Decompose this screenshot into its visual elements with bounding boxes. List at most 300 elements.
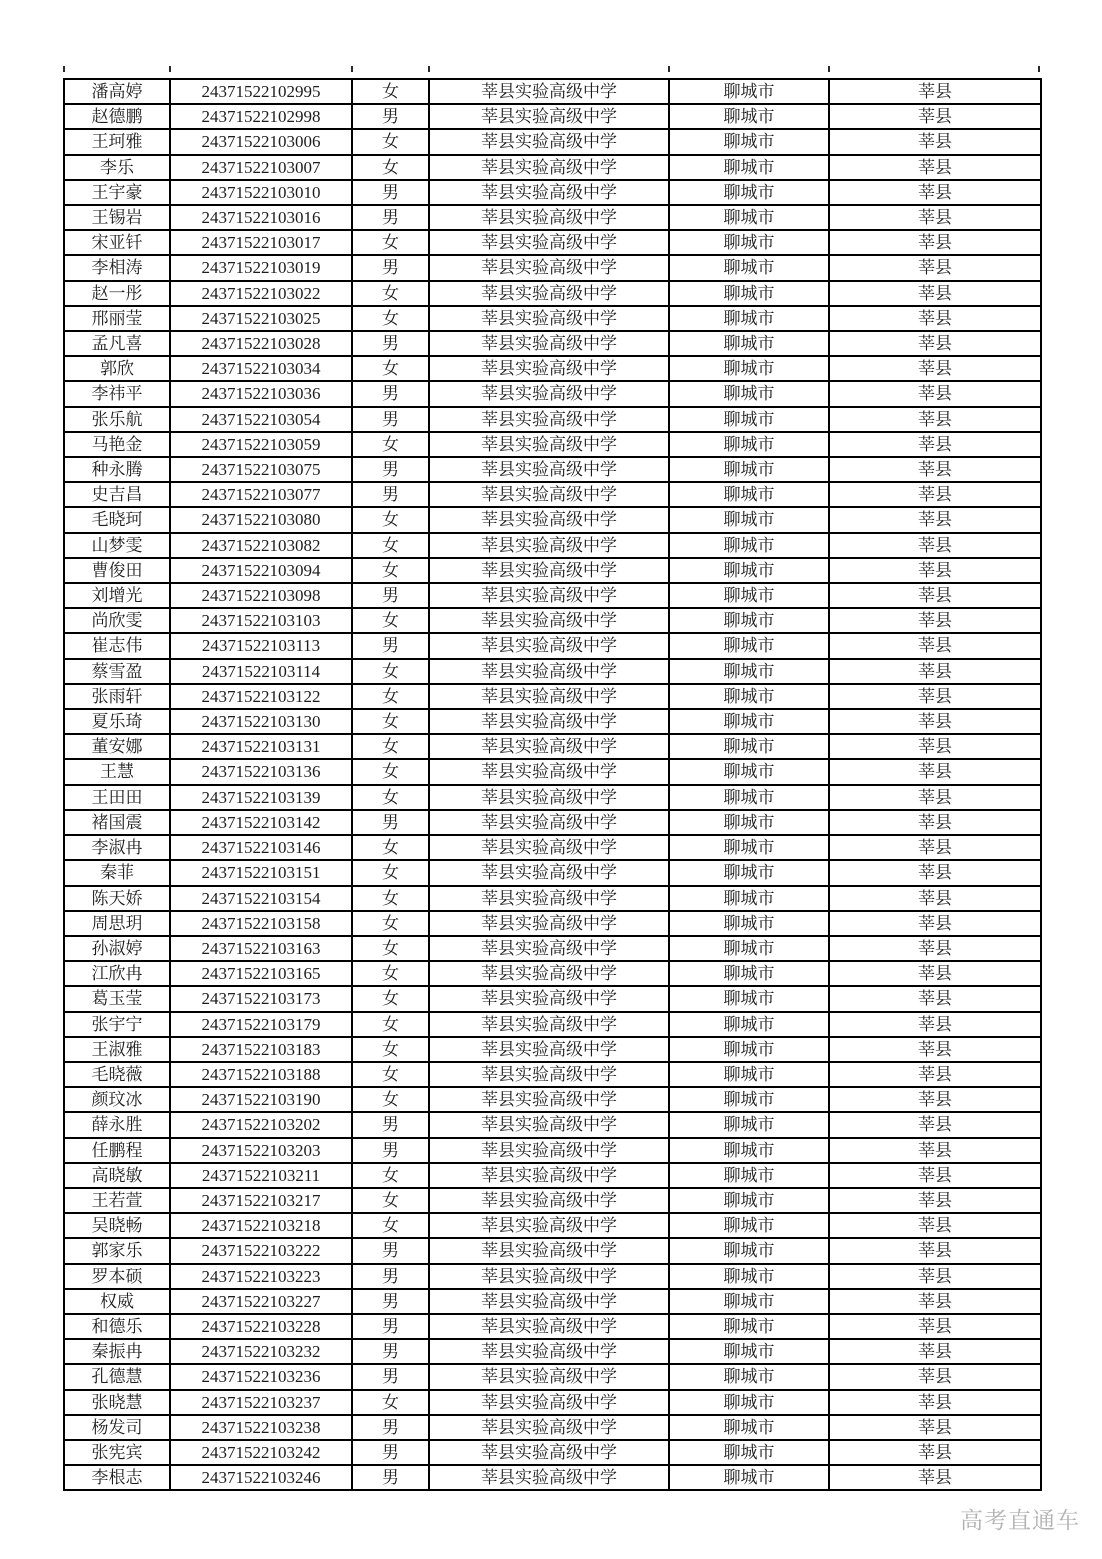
cell-id: 24371522103223 xyxy=(170,1264,352,1289)
cell-school: 莘县实验高级中学 xyxy=(429,684,669,709)
table-row xyxy=(64,533,1041,558)
table-row xyxy=(64,104,1041,129)
cell-school: 莘县实验高级中学 xyxy=(429,785,669,810)
table-row xyxy=(64,1037,1041,1062)
table-row xyxy=(64,1465,1041,1490)
cell-name: 刘增光 xyxy=(64,583,170,608)
cell-school: 莘县实验高级中学 xyxy=(429,1238,669,1263)
cell-gender: 男 xyxy=(352,810,429,835)
cell-gender: 女 xyxy=(352,1188,429,1213)
cell-name: 薛永胜 xyxy=(64,1112,170,1137)
table-row xyxy=(64,407,1041,432)
cell-name: 毛晓薇 xyxy=(64,1062,170,1087)
cell-school: 莘县实验高级中学 xyxy=(429,533,669,558)
cell-school: 莘县实验高级中学 xyxy=(429,1314,669,1339)
cell-school: 莘县实验高级中学 xyxy=(429,482,669,507)
column-border-tick xyxy=(351,66,353,72)
cell-gender: 女 xyxy=(352,356,429,381)
cell-name: 杨发司 xyxy=(64,1415,170,1440)
cell-gender: 女 xyxy=(352,835,429,860)
cell-name: 孙淑婷 xyxy=(64,936,170,961)
cell-gender: 女 xyxy=(352,886,429,911)
table-row xyxy=(64,911,1041,936)
cell-county: 莘县 xyxy=(829,1465,1041,1490)
cell-id: 24371522103218 xyxy=(170,1213,352,1238)
cell-gender: 女 xyxy=(352,533,429,558)
cell-id: 24371522103098 xyxy=(170,583,352,608)
cell-county: 莘县 xyxy=(829,1289,1041,1314)
cell-city: 聊城市 xyxy=(669,1213,829,1238)
cell-id: 24371522103236 xyxy=(170,1364,352,1389)
table-row xyxy=(64,1238,1041,1263)
cell-name: 毛晓珂 xyxy=(64,507,170,532)
cell-school: 莘县实验高级中学 xyxy=(429,1440,669,1465)
cell-name: 张雨轩 xyxy=(64,684,170,709)
cell-gender: 男 xyxy=(352,180,429,205)
cell-city: 聊城市 xyxy=(669,155,829,180)
cell-county: 莘县 xyxy=(829,785,1041,810)
cell-county: 莘县 xyxy=(829,1238,1041,1263)
cell-gender: 女 xyxy=(352,785,429,810)
cell-school: 莘县实验高级中学 xyxy=(429,230,669,255)
cell-school: 莘县实验高级中学 xyxy=(429,633,669,658)
cell-county: 莘县 xyxy=(829,331,1041,356)
cell-gender: 男 xyxy=(352,1264,429,1289)
cell-county: 莘县 xyxy=(829,986,1041,1011)
table-row xyxy=(64,507,1041,532)
cell-name: 尚欣雯 xyxy=(64,608,170,633)
cell-school: 莘县实验高级中学 xyxy=(429,659,669,684)
table-row xyxy=(64,810,1041,835)
cell-county: 莘县 xyxy=(829,835,1041,860)
cell-school: 莘县实验高级中学 xyxy=(429,104,669,129)
cell-id: 24371522103034 xyxy=(170,356,352,381)
cell-gender: 女 xyxy=(352,507,429,532)
table-row xyxy=(64,936,1041,961)
cell-city: 聊城市 xyxy=(669,911,829,936)
cell-county: 莘县 xyxy=(829,1314,1041,1339)
cell-id: 24371522103025 xyxy=(170,306,352,331)
cell-city: 聊城市 xyxy=(669,1087,829,1112)
cell-gender: 女 xyxy=(352,709,429,734)
cell-city: 聊城市 xyxy=(669,936,829,961)
table-row xyxy=(64,558,1041,583)
cell-gender: 女 xyxy=(352,1012,429,1037)
cell-county: 莘县 xyxy=(829,1264,1041,1289)
cell-school: 莘县实验高级中学 xyxy=(429,205,669,230)
cell-city: 聊城市 xyxy=(669,785,829,810)
cell-gender: 女 xyxy=(352,281,429,306)
cell-city: 聊城市 xyxy=(669,205,829,230)
cell-county: 莘县 xyxy=(829,129,1041,154)
cell-county: 莘县 xyxy=(829,432,1041,457)
cell-gender: 女 xyxy=(352,911,429,936)
cell-gender: 女 xyxy=(352,1062,429,1087)
cell-name: 高晓敏 xyxy=(64,1163,170,1188)
cell-city: 聊城市 xyxy=(669,1465,829,1490)
student-table-body xyxy=(64,79,1041,1490)
cell-name: 马艳金 xyxy=(64,432,170,457)
cell-gender: 男 xyxy=(352,331,429,356)
cell-city: 聊城市 xyxy=(669,432,829,457)
cell-city: 聊城市 xyxy=(669,356,829,381)
cell-name: 王珂雅 xyxy=(64,129,170,154)
cell-city: 聊城市 xyxy=(669,306,829,331)
cell-city: 聊城市 xyxy=(669,659,829,684)
cell-county: 莘县 xyxy=(829,533,1041,558)
cell-name: 江欣冉 xyxy=(64,961,170,986)
cell-school: 莘县实验高级中学 xyxy=(429,1213,669,1238)
table-row xyxy=(64,633,1041,658)
cell-school: 莘县实验高级中学 xyxy=(429,759,669,784)
cell-school: 莘县实验高级中学 xyxy=(429,457,669,482)
cell-county: 莘县 xyxy=(829,79,1041,104)
cell-city: 聊城市 xyxy=(669,1440,829,1465)
table-row xyxy=(64,1163,1041,1188)
cell-name: 郭家乐 xyxy=(64,1238,170,1263)
cell-county: 莘县 xyxy=(829,1062,1041,1087)
cell-city: 聊城市 xyxy=(669,533,829,558)
table-row xyxy=(64,1112,1041,1137)
cell-school: 莘县实验高级中学 xyxy=(429,1364,669,1389)
cell-id: 24371522103136 xyxy=(170,759,352,784)
cell-school: 莘县实验高级中学 xyxy=(429,986,669,1011)
cell-county: 莘县 xyxy=(829,1163,1041,1188)
cell-school: 莘县实验高级中学 xyxy=(429,1087,669,1112)
cell-school: 莘县实验高级中学 xyxy=(429,860,669,885)
table-row xyxy=(64,306,1041,331)
table-row xyxy=(64,230,1041,255)
cell-city: 聊城市 xyxy=(669,507,829,532)
table-row xyxy=(64,205,1041,230)
cell-gender: 女 xyxy=(352,986,429,1011)
table-row xyxy=(64,129,1041,154)
cell-school: 莘县实验高级中学 xyxy=(429,356,669,381)
cell-id: 24371522103246 xyxy=(170,1465,352,1490)
cell-name: 赵德鹏 xyxy=(64,104,170,129)
cell-gender: 女 xyxy=(352,1087,429,1112)
cell-city: 聊城市 xyxy=(669,331,829,356)
cell-city: 聊城市 xyxy=(669,583,829,608)
cell-id: 24371522103103 xyxy=(170,608,352,633)
cell-county: 莘县 xyxy=(829,911,1041,936)
cell-name: 陈天娇 xyxy=(64,886,170,911)
cell-county: 莘县 xyxy=(829,482,1041,507)
table-row xyxy=(64,1087,1041,1112)
cell-id: 24371522103242 xyxy=(170,1440,352,1465)
cell-gender: 女 xyxy=(352,608,429,633)
cell-county: 莘县 xyxy=(829,759,1041,784)
cell-school: 莘县实验高级中学 xyxy=(429,407,669,432)
cell-city: 聊城市 xyxy=(669,281,829,306)
cell-gender: 女 xyxy=(352,684,429,709)
cell-city: 聊城市 xyxy=(669,1012,829,1037)
cell-gender: 男 xyxy=(352,1138,429,1163)
cell-id: 24371522103080 xyxy=(170,507,352,532)
cell-id: 24371522103158 xyxy=(170,911,352,936)
table-row xyxy=(64,659,1041,684)
cell-county: 莘县 xyxy=(829,255,1041,280)
cell-school: 莘县实验高级中学 xyxy=(429,1339,669,1364)
table-row xyxy=(64,583,1041,608)
cell-city: 聊城市 xyxy=(669,482,829,507)
cell-city: 聊城市 xyxy=(669,1163,829,1188)
table-row xyxy=(64,759,1041,784)
cell-id: 24371522102998 xyxy=(170,104,352,129)
cell-gender: 男 xyxy=(352,407,429,432)
cell-county: 莘县 xyxy=(829,1339,1041,1364)
cell-name: 张宪宾 xyxy=(64,1440,170,1465)
cell-name: 王若萱 xyxy=(64,1188,170,1213)
cell-school: 莘县实验高级中学 xyxy=(429,1138,669,1163)
cell-id: 24371522103238 xyxy=(170,1415,352,1440)
cell-gender: 女 xyxy=(352,659,429,684)
cell-school: 莘县实验高级中学 xyxy=(429,79,669,104)
cell-city: 聊城市 xyxy=(669,1314,829,1339)
cell-school: 莘县实验高级中学 xyxy=(429,558,669,583)
cell-school: 莘县实验高级中学 xyxy=(429,1415,669,1440)
cell-school: 莘县实验高级中学 xyxy=(429,1163,669,1188)
cell-city: 聊城市 xyxy=(669,759,829,784)
cell-id: 24371522103022 xyxy=(170,281,352,306)
cell-city: 聊城市 xyxy=(669,886,829,911)
table-row xyxy=(64,432,1041,457)
cell-gender: 女 xyxy=(352,558,429,583)
cell-name: 李相涛 xyxy=(64,255,170,280)
cell-name: 李根志 xyxy=(64,1465,170,1490)
cell-id: 24371522103122 xyxy=(170,684,352,709)
cell-school: 莘县实验高级中学 xyxy=(429,1289,669,1314)
cell-name: 张宇宁 xyxy=(64,1012,170,1037)
table-row xyxy=(64,155,1041,180)
cell-name: 王田田 xyxy=(64,785,170,810)
cell-county: 莘县 xyxy=(829,104,1041,129)
cell-city: 聊城市 xyxy=(669,1264,829,1289)
cell-name: 吴晓畅 xyxy=(64,1213,170,1238)
cell-school: 莘县实验高级中学 xyxy=(429,1465,669,1490)
cell-city: 聊城市 xyxy=(669,633,829,658)
cell-city: 聊城市 xyxy=(669,1188,829,1213)
cell-id: 24371522103006 xyxy=(170,129,352,154)
cell-city: 聊城市 xyxy=(669,734,829,759)
cell-school: 莘县实验高级中学 xyxy=(429,281,669,306)
cell-school: 莘县实验高级中学 xyxy=(429,1188,669,1213)
table-row xyxy=(64,1364,1041,1389)
table-row xyxy=(64,381,1041,406)
cell-id: 24371522103139 xyxy=(170,785,352,810)
cell-county: 莘县 xyxy=(829,936,1041,961)
cell-city: 聊城市 xyxy=(669,558,829,583)
cell-county: 莘县 xyxy=(829,1440,1041,1465)
cell-name: 王宇豪 xyxy=(64,180,170,205)
cell-gender: 女 xyxy=(352,860,429,885)
cell-school: 莘县实验高级中学 xyxy=(429,1264,669,1289)
cell-gender: 女 xyxy=(352,1213,429,1238)
table-row xyxy=(64,1440,1041,1465)
cell-id: 24371522103163 xyxy=(170,936,352,961)
cell-id: 24371522103028 xyxy=(170,331,352,356)
cell-county: 莘县 xyxy=(829,381,1041,406)
cell-id: 24371522103114 xyxy=(170,659,352,684)
table-row xyxy=(64,1062,1041,1087)
cell-name: 赵一彤 xyxy=(64,281,170,306)
table-row xyxy=(64,356,1041,381)
table-row xyxy=(64,281,1041,306)
table-row xyxy=(64,457,1041,482)
watermark-gaokao-zhitongche: 高考直通车 xyxy=(960,1508,1080,1533)
cell-county: 莘县 xyxy=(829,356,1041,381)
cell-city: 聊城市 xyxy=(669,986,829,1011)
cell-name: 蔡雪盈 xyxy=(64,659,170,684)
cell-id: 24371522103113 xyxy=(170,633,352,658)
cell-id: 24371522103183 xyxy=(170,1037,352,1062)
cell-id: 24371522103173 xyxy=(170,986,352,1011)
cell-gender: 男 xyxy=(352,1289,429,1314)
cell-city: 聊城市 xyxy=(669,104,829,129)
cell-id: 24371522103036 xyxy=(170,381,352,406)
cell-school: 莘县实验高级中学 xyxy=(429,255,669,280)
cell-county: 莘县 xyxy=(829,633,1041,658)
cell-name: 曹俊田 xyxy=(64,558,170,583)
table-row xyxy=(64,1264,1041,1289)
cell-county: 莘县 xyxy=(829,709,1041,734)
cell-name: 罗本硕 xyxy=(64,1264,170,1289)
cell-id: 24371522102995 xyxy=(170,79,352,104)
cell-city: 聊城市 xyxy=(669,1238,829,1263)
cell-gender: 男 xyxy=(352,1465,429,1490)
cell-name: 史吉昌 xyxy=(64,482,170,507)
cell-county: 莘县 xyxy=(829,1138,1041,1163)
column-border-tick xyxy=(169,66,171,72)
cell-name: 潘高婷 xyxy=(64,79,170,104)
table-row xyxy=(64,1314,1041,1339)
cell-name: 张晓慧 xyxy=(64,1390,170,1415)
table-row xyxy=(64,734,1041,759)
column-border-tick xyxy=(1038,66,1040,72)
cell-id: 24371522103142 xyxy=(170,810,352,835)
cell-name: 宋亚钎 xyxy=(64,230,170,255)
cell-gender: 男 xyxy=(352,381,429,406)
cell-gender: 男 xyxy=(352,255,429,280)
cell-id: 24371522103146 xyxy=(170,835,352,860)
cell-name: 王淑雅 xyxy=(64,1037,170,1062)
cell-county: 莘县 xyxy=(829,281,1041,306)
cell-school: 莘县实验高级中学 xyxy=(429,180,669,205)
cell-gender: 男 xyxy=(352,1339,429,1364)
cell-id: 24371522103016 xyxy=(170,205,352,230)
cell-county: 莘县 xyxy=(829,1087,1041,1112)
cell-id: 24371522103232 xyxy=(170,1339,352,1364)
cell-gender: 女 xyxy=(352,79,429,104)
cell-id: 24371522103131 xyxy=(170,734,352,759)
table-row xyxy=(64,860,1041,885)
cell-city: 聊城市 xyxy=(669,381,829,406)
table-row xyxy=(64,1213,1041,1238)
cell-name: 张乐航 xyxy=(64,407,170,432)
cell-city: 聊城市 xyxy=(669,457,829,482)
cell-school: 莘县实验高级中学 xyxy=(429,1062,669,1087)
cell-name: 山梦雯 xyxy=(64,533,170,558)
cell-county: 莘县 xyxy=(829,583,1041,608)
cell-city: 聊城市 xyxy=(669,608,829,633)
cell-name: 崔志伟 xyxy=(64,633,170,658)
cell-city: 聊城市 xyxy=(669,129,829,154)
cell-school: 莘县实验高级中学 xyxy=(429,129,669,154)
cell-name: 李乐 xyxy=(64,155,170,180)
cell-county: 莘县 xyxy=(829,684,1041,709)
cell-county: 莘县 xyxy=(829,886,1041,911)
cell-school: 莘县实验高级中学 xyxy=(429,1012,669,1037)
column-border-tick xyxy=(828,66,830,72)
table-row xyxy=(64,1415,1041,1440)
cell-county: 莘县 xyxy=(829,659,1041,684)
table-row xyxy=(64,835,1041,860)
table-row xyxy=(64,1339,1041,1364)
cell-school: 莘县实验高级中学 xyxy=(429,709,669,734)
cell-school: 莘县实验高级中学 xyxy=(429,936,669,961)
cell-id: 24371522103228 xyxy=(170,1314,352,1339)
cell-name: 董安娜 xyxy=(64,734,170,759)
cell-city: 聊城市 xyxy=(669,79,829,104)
cell-id: 24371522103007 xyxy=(170,155,352,180)
cell-name: 颜玟冰 xyxy=(64,1087,170,1112)
cell-city: 聊城市 xyxy=(669,180,829,205)
cell-name: 秦菲 xyxy=(64,860,170,885)
cell-name: 权威 xyxy=(64,1289,170,1314)
cell-city: 聊城市 xyxy=(669,1138,829,1163)
cell-id: 24371522103019 xyxy=(170,255,352,280)
table-row xyxy=(64,255,1041,280)
cell-name: 邢丽莹 xyxy=(64,306,170,331)
table-row xyxy=(64,709,1041,734)
cell-name: 王锡岩 xyxy=(64,205,170,230)
cell-city: 聊城市 xyxy=(669,1289,829,1314)
cell-gender: 男 xyxy=(352,583,429,608)
cell-county: 莘县 xyxy=(829,1364,1041,1389)
cell-gender: 女 xyxy=(352,432,429,457)
column-border-tick xyxy=(63,66,65,72)
cell-school: 莘县实验高级中学 xyxy=(429,432,669,457)
cell-school: 莘县实验高级中学 xyxy=(429,911,669,936)
cell-gender: 女 xyxy=(352,961,429,986)
cell-gender: 女 xyxy=(352,734,429,759)
cell-id: 24371522103130 xyxy=(170,709,352,734)
cell-gender: 男 xyxy=(352,633,429,658)
table-row xyxy=(64,1012,1041,1037)
cell-name: 周思玥 xyxy=(64,911,170,936)
column-border-tick xyxy=(668,66,670,72)
cell-county: 莘县 xyxy=(829,1415,1041,1440)
table-row xyxy=(64,608,1041,633)
cell-gender: 女 xyxy=(352,155,429,180)
table-row xyxy=(64,1390,1041,1415)
cell-id: 24371522103059 xyxy=(170,432,352,457)
cell-city: 聊城市 xyxy=(669,709,829,734)
cell-id: 24371522103222 xyxy=(170,1238,352,1263)
cell-id: 24371522103179 xyxy=(170,1012,352,1037)
cell-name: 孟凡喜 xyxy=(64,331,170,356)
cell-id: 24371522103094 xyxy=(170,558,352,583)
cell-gender: 女 xyxy=(352,759,429,784)
cell-gender: 男 xyxy=(352,104,429,129)
cell-name: 郭欣 xyxy=(64,356,170,381)
cell-school: 莘县实验高级中学 xyxy=(429,507,669,532)
cell-school: 莘县实验高级中学 xyxy=(429,810,669,835)
cell-name: 李淑冉 xyxy=(64,835,170,860)
column-border-tick xyxy=(428,66,430,72)
cell-county: 莘县 xyxy=(829,860,1041,885)
cell-name: 李祎平 xyxy=(64,381,170,406)
